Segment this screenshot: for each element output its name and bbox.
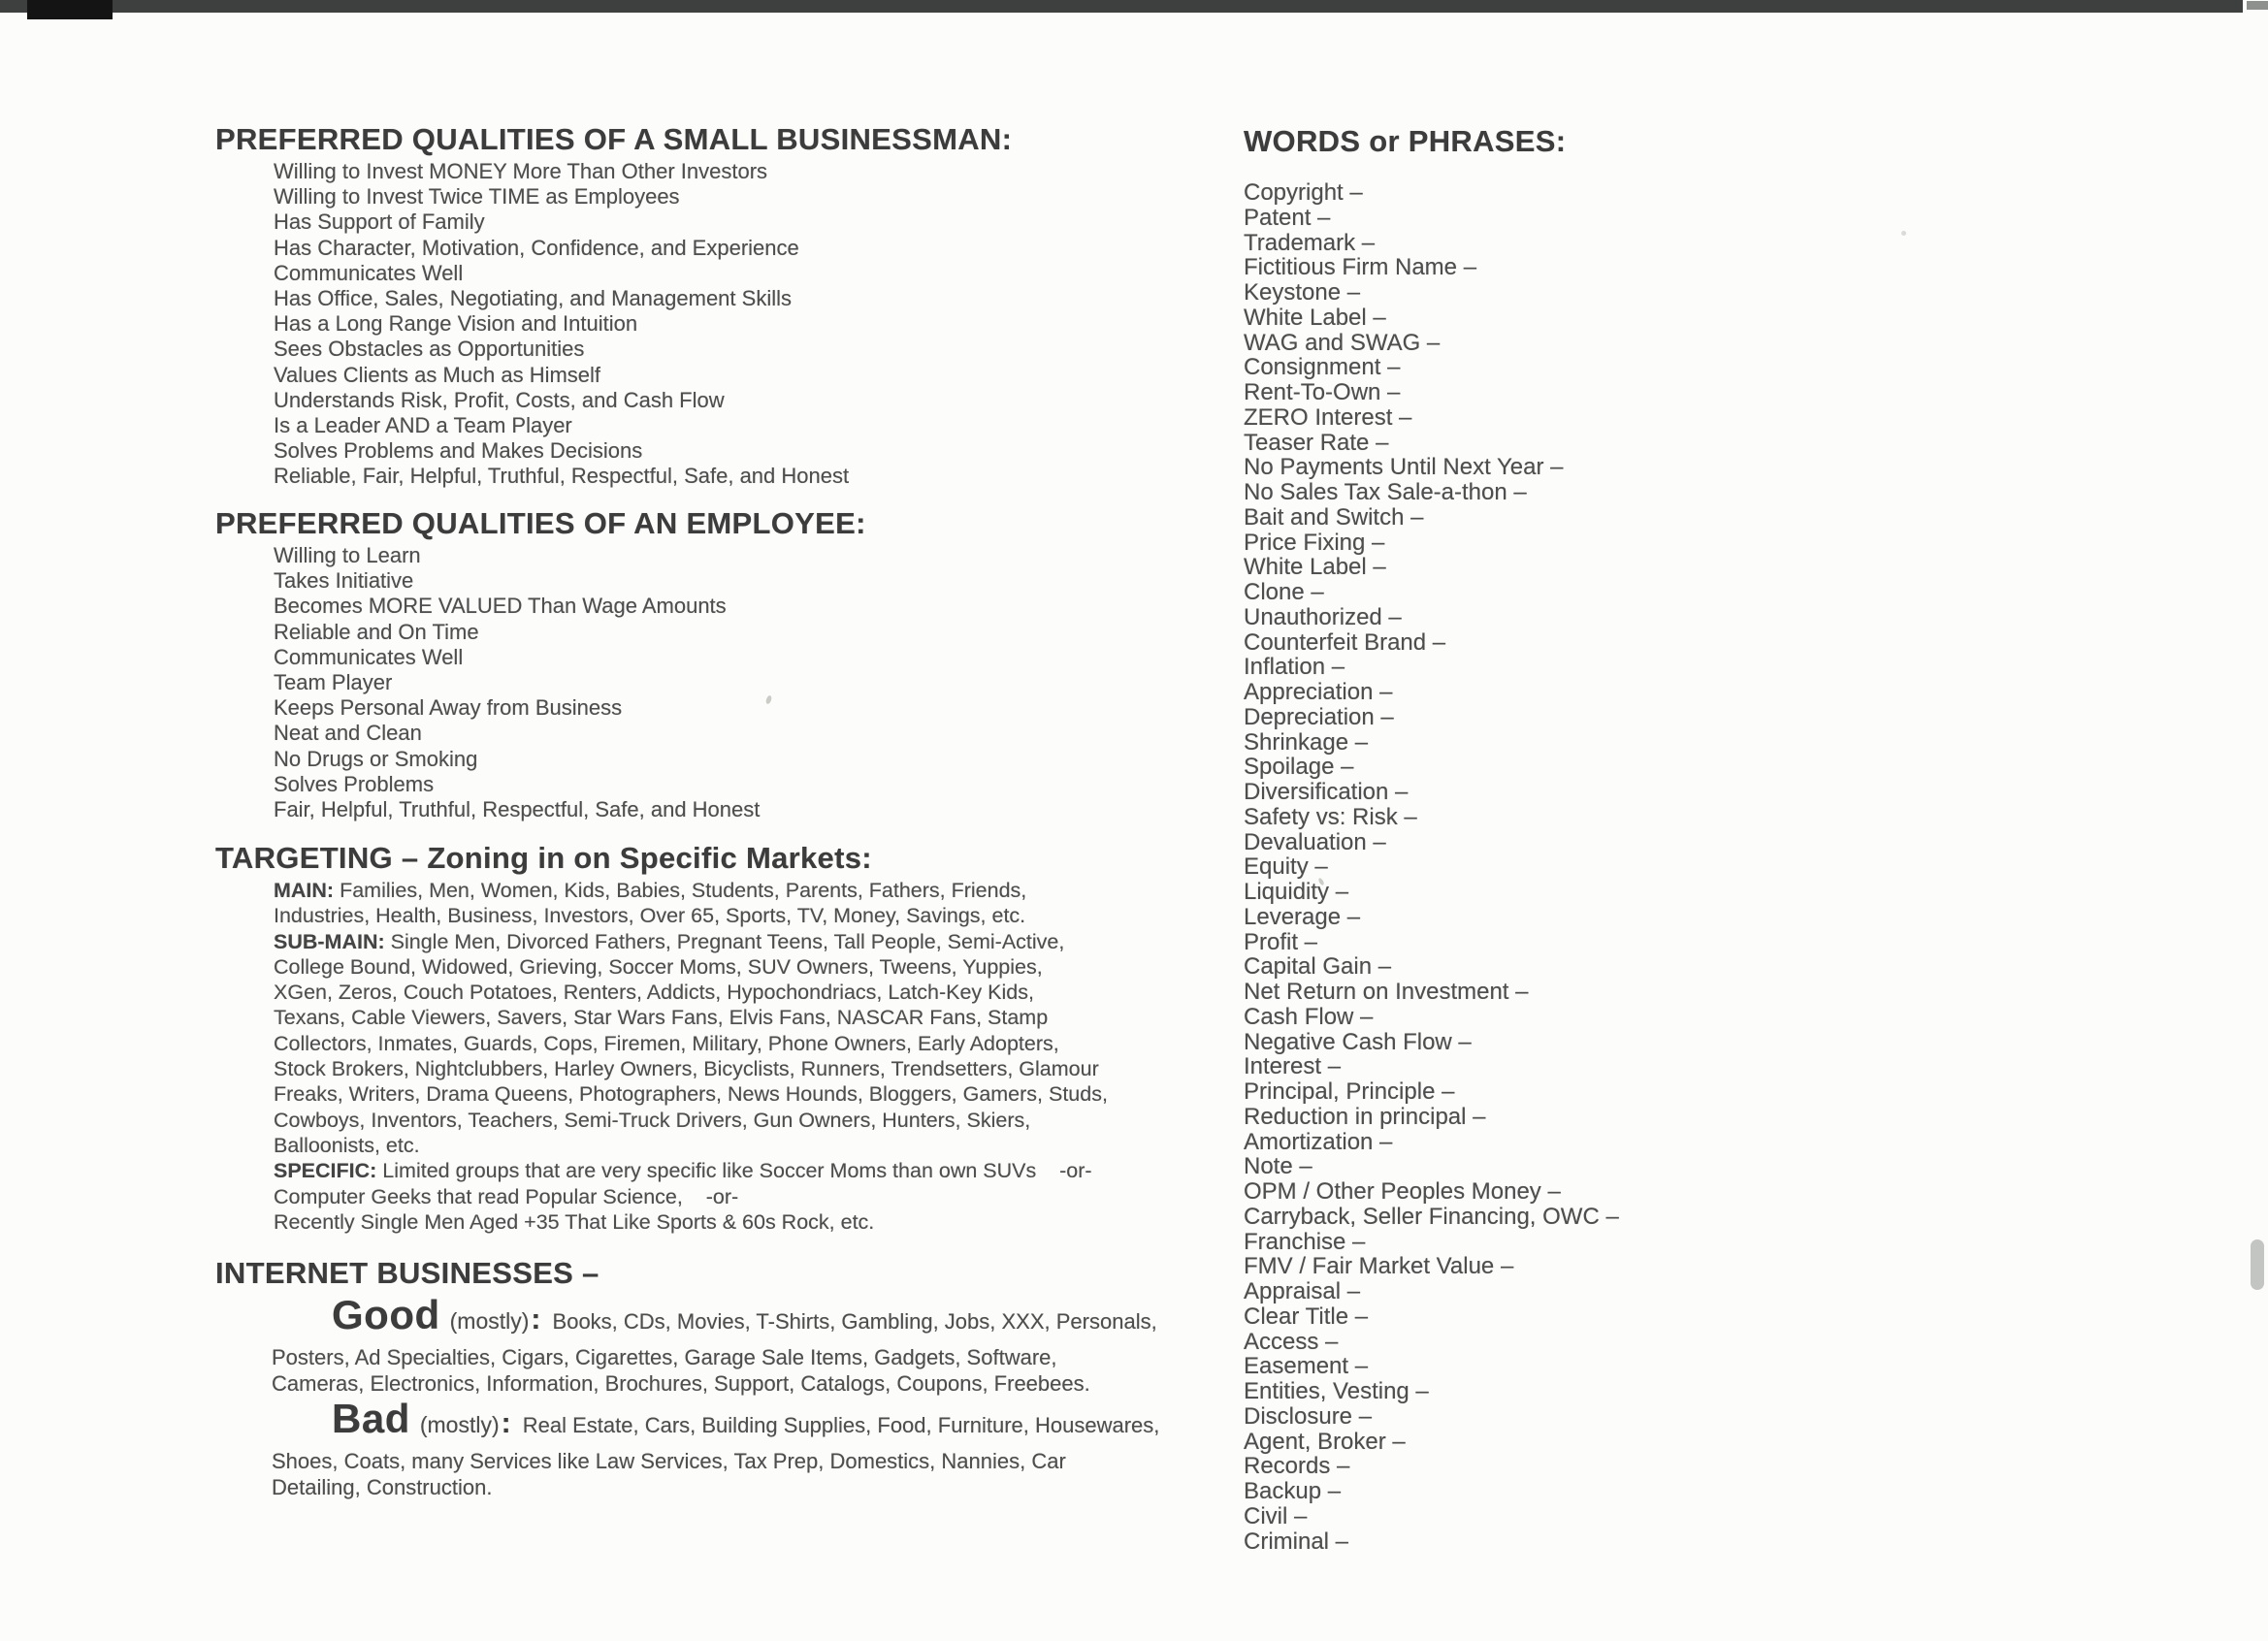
internet-heading: INTERNET BUSINESSES –	[215, 1256, 599, 1290]
bad-line: Shoes, Coats, many Services like Law Services, Tax Prep, Domestics, Nannies, Car	[272, 1449, 1066, 1473]
targeting-line-text: Texans, Cable Viewers, Savers, Star Wars Fans, Elvis Fans, NASCAR Fans, Stamp	[274, 1006, 1049, 1030]
list-item: Keeps Personal Away from Business	[274, 695, 623, 721]
word-item: No Sales Tax Sale-a-thon –	[1244, 479, 1527, 505]
word-item: Records –	[1244, 1453, 1350, 1480]
list-item: Understands Risk, Profit, Costs, and Cash Flow	[274, 387, 725, 412]
list-item: Communicates Well	[274, 644, 464, 669]
bad-first-line	[272, 1397, 1280, 1448]
targeting-line	[274, 1005, 1321, 1030]
targeting-line-text: Industries, Health, Business, Investors, Over 65, Sports, TV, Money, Savings, etc.	[274, 904, 1026, 928]
good-first-line	[272, 1293, 1280, 1344]
word-item: Price Fixing –	[1244, 529, 1385, 556]
list-item: Willing to Invest Twice TIME as Employees	[274, 184, 680, 209]
list-item: Reliable and On Time	[274, 619, 479, 644]
word-item: Consignment –	[1244, 354, 1401, 381]
list-item: Has Office, Sales, Negotiating, and Management Skills	[274, 286, 792, 311]
word-item: Fictitious Firm Name –	[1244, 254, 1477, 281]
word-item: Diversification –	[1244, 779, 1409, 805]
words-list	[1244, 180, 1619, 1554]
targeting-line	[274, 1056, 1321, 1081]
targeting-line-text: Freaks, Writers, Drama Queens, Photographers, News Hounds, Bloggers, Gamers, Studs,	[274, 1082, 1108, 1107]
good-paragraph	[272, 1293, 1280, 1397]
word-item: Amortization –	[1244, 1128, 1393, 1155]
word-item: Access –	[1244, 1328, 1339, 1355]
word-item: Carryback, Seller Financing, OWC –	[1244, 1203, 1619, 1230]
word-item: Equity –	[1244, 853, 1328, 881]
targeting-line-text: Cowboys, Inventors, Teachers, Semi-Truck Drivers, Gun Owners, Hunters, Skiers,	[274, 1108, 1031, 1132]
section-internet-businesses	[215, 1256, 1280, 1500]
word-item: White Label –	[1244, 554, 1386, 581]
scan-speck	[1901, 231, 1906, 236]
word-item: Capital Gain –	[1244, 953, 1392, 981]
word-item: Easement –	[1244, 1353, 1369, 1380]
word-item: Leverage –	[1244, 903, 1361, 930]
word-item: WAG and SWAG –	[1244, 329, 1441, 356]
list-item: Communicates Well	[274, 260, 464, 285]
word-item: FMV / Fair Market Value –	[1244, 1253, 1514, 1280]
targeting-line-label: MAIN:	[274, 879, 335, 902]
word-item: Teaser Rate –	[1244, 429, 1389, 456]
list-item: Has a Long Range Vision and Intuition	[274, 311, 638, 337]
section-employee-qualities	[215, 506, 866, 822]
good-line: Cameras, Electronics, Information, Brochures, Support, Catalogs, Coupons, Freebees.	[272, 1371, 1090, 1396]
targeting-line	[274, 1108, 1321, 1133]
list-item: Takes Initiative	[274, 568, 414, 594]
word-item: Spoilage –	[1244, 754, 1354, 781]
good-colon: :	[531, 1303, 541, 1335]
word-item: Cash Flow –	[1244, 1003, 1374, 1030]
word-item: Negative Cash Flow –	[1244, 1028, 1472, 1055]
good-qualifier: (mostly)	[449, 1308, 530, 1334]
targeting-line-text: Limited groups that are very specific like Soccer Moms than own SUVs -or-	[376, 1159, 1092, 1183]
word-item: Safety vs: Risk –	[1244, 803, 1417, 830]
targeting-line	[274, 1158, 1321, 1183]
word-item: Note –	[1244, 1153, 1312, 1180]
word-item: Rent-To-Own –	[1244, 379, 1401, 405]
targeting-line-text: Single Men, Divorced Fathers, Pregnant Teens, Tall People, Semi-Active,	[384, 929, 1065, 953]
targeting-heading: TARGETING – Zoning in on Specific Markets:	[215, 841, 872, 875]
word-item: Clone –	[1244, 579, 1324, 605]
bad-paragraph	[272, 1397, 1280, 1500]
good-label: Good	[332, 1292, 440, 1337]
word-item: Patent –	[1244, 204, 1331, 231]
word-item: Clear Title –	[1244, 1303, 1369, 1330]
targeting-line	[274, 1081, 1321, 1107]
word-item: No Payments Until Next Year –	[1244, 454, 1564, 481]
targeting-line-text: Recently Single Men Aged +35 That Like Sports & 60s Rock, etc.	[274, 1209, 875, 1234]
bad-label: Bad	[332, 1396, 410, 1441]
word-item: Interest –	[1244, 1053, 1342, 1080]
list-item: Has Support of Family	[274, 209, 485, 235]
targeting-line	[274, 878, 1321, 903]
word-item: Reduction in principal –	[1244, 1103, 1486, 1130]
word-item: Backup –	[1244, 1478, 1342, 1504]
word-item: Trademark –	[1244, 229, 1376, 256]
word-item: Profit –	[1244, 928, 1318, 955]
word-item: Inflation –	[1244, 654, 1345, 681]
word-item: Shrinkage –	[1244, 728, 1369, 756]
word-item: Copyright –	[1244, 179, 1363, 206]
targeting-line	[274, 1133, 1321, 1158]
employee-heading: PREFERRED QUALITIES OF AN EMPLOYEE:	[215, 506, 866, 540]
word-item: Keystone –	[1244, 279, 1361, 306]
list-item: Willing to Learn	[274, 543, 421, 567]
good-continuation	[272, 1344, 1280, 1397]
targeting-line	[274, 903, 1321, 928]
targeting-line-text: College Bound, Widowed, Grieving, Soccer Moms, SUV Owners, Tweens, Yuppies,	[274, 954, 1043, 979]
list-item: Solves Problems	[274, 771, 435, 796]
words-heading: WORDS or PHRASES:	[1244, 124, 1567, 158]
targeting-paragraph	[274, 878, 1321, 1235]
section-words-or-phrases	[1244, 124, 1619, 1554]
list-item: Is a Leader AND a Team Player	[274, 413, 572, 438]
targeting-line	[274, 980, 1321, 1005]
word-item: Liquidity –	[1244, 879, 1349, 905]
bad-colon: :	[501, 1407, 511, 1439]
scan-artifact-top-bar	[0, 0, 2243, 13]
list-item: Values Clients as Much as Himself	[274, 362, 601, 387]
employee-list	[274, 543, 866, 822]
list-item: Neat and Clean	[274, 721, 422, 746]
list-item: No Drugs or Smoking	[274, 746, 478, 771]
word-item: Appraisal –	[1244, 1278, 1361, 1304]
list-item: Team Player	[274, 670, 393, 695]
scan-artifact-edge-smudge	[2251, 1239, 2264, 1290]
list-item: Fair, Helpful, Truthful, Respectful, Safe, and Honest	[274, 797, 761, 822]
word-item: Counterfeit Brand –	[1244, 628, 1446, 656]
word-item: White Label –	[1244, 304, 1386, 331]
targeting-line	[274, 929, 1321, 954]
word-item: Unauthorized –	[1244, 603, 1402, 630]
targeting-line-text: Computer Geeks that read Popular Science, -or-	[274, 1184, 739, 1208]
targeting-line-text: Families, Men, Women, Kids, Babies, Students, Parents, Fathers, Friends,	[334, 879, 1027, 902]
bad-qualifier: (mostly)	[419, 1412, 500, 1437]
word-item: Franchise –	[1244, 1228, 1366, 1255]
targeting-line-text: Collectors, Inmates, Guards, Cops, Firemen, Military, Phone Owners, Early Adopters,	[274, 1031, 1059, 1055]
good-first-line-text: Books, CDs, Movies, T-Shirts, Gambling, Jobs, XXX, Personals,	[546, 1309, 1157, 1334]
targeting-line-label: SUB-MAIN:	[274, 929, 385, 953]
word-item: Net Return on Investment –	[1244, 979, 1529, 1005]
targeting-line-text: Balloonists, etc.	[274, 1133, 420, 1157]
word-item: Civil –	[1244, 1502, 1308, 1529]
word-item: Bait and Switch –	[1244, 503, 1424, 531]
word-item: Disclosure –	[1244, 1402, 1373, 1430]
targeting-line	[274, 1184, 1321, 1209]
list-item: Solves Problems and Makes Decisions	[274, 438, 643, 464]
word-item: Entities, Vesting –	[1244, 1378, 1429, 1404]
scan-artifact-black-block	[27, 0, 113, 19]
targeting-line	[274, 954, 1321, 980]
word-item: Agent, Broker –	[1244, 1428, 1406, 1455]
targeting-line	[274, 1031, 1321, 1056]
word-item: OPM / Other Peoples Money –	[1244, 1178, 1561, 1205]
word-item: Depreciation –	[1244, 703, 1394, 730]
scan-artifact-corner	[2247, 1, 2268, 10]
list-item: Willing to Invest MONEY More Than Other Investors	[274, 159, 768, 183]
list-item: Sees Obstacles as Opportunities	[274, 337, 585, 362]
good-line: Posters, Ad Specialties, Cigars, Cigarettes, Garage Sale Items, Gadgets, Software,	[272, 1345, 1057, 1369]
word-item: ZERO Interest –	[1244, 403, 1412, 431]
list-item: Has Character, Motivation, Confidence, and Experience	[274, 235, 799, 260]
section-businessman-qualities	[215, 122, 1012, 490]
businessman-heading: PREFERRED QUALITIES OF A SMALL BUSINESSMAN:	[215, 122, 1013, 156]
targeting-line-text: Stock Brokers, Nightclubbers, Harley Owners, Bicyclists, Runners, Trendsetters, Glamour	[274, 1057, 1099, 1081]
targeting-line-label: SPECIFIC:	[274, 1159, 377, 1183]
word-item: Criminal –	[1244, 1528, 1349, 1555]
word-item: Devaluation –	[1244, 828, 1386, 855]
bad-continuation	[272, 1448, 1280, 1500]
list-item: Reliable, Fair, Helpful, Truthful, Respectful, Safe, and Honest	[274, 464, 850, 489]
bad-line: Detailing, Construction.	[272, 1475, 493, 1499]
list-item: Becomes MORE VALUED Than Wage Amounts	[274, 594, 727, 619]
businessman-list	[274, 159, 1012, 490]
targeting-line-text: XGen, Zeros, Couch Potatoes, Renters, Addicts, Hypochondriacs, Latch-Key Kids,	[274, 981, 1034, 1005]
word-item: Appreciation –	[1244, 679, 1393, 705]
bad-first-line-text: Real Estate, Cars, Building Supplies, Food, Furniture, Housewares,	[516, 1413, 1160, 1437]
section-targeting	[215, 841, 1321, 1235]
targeting-line	[274, 1209, 1321, 1235]
word-item: Principal, Principle –	[1244, 1078, 1455, 1105]
